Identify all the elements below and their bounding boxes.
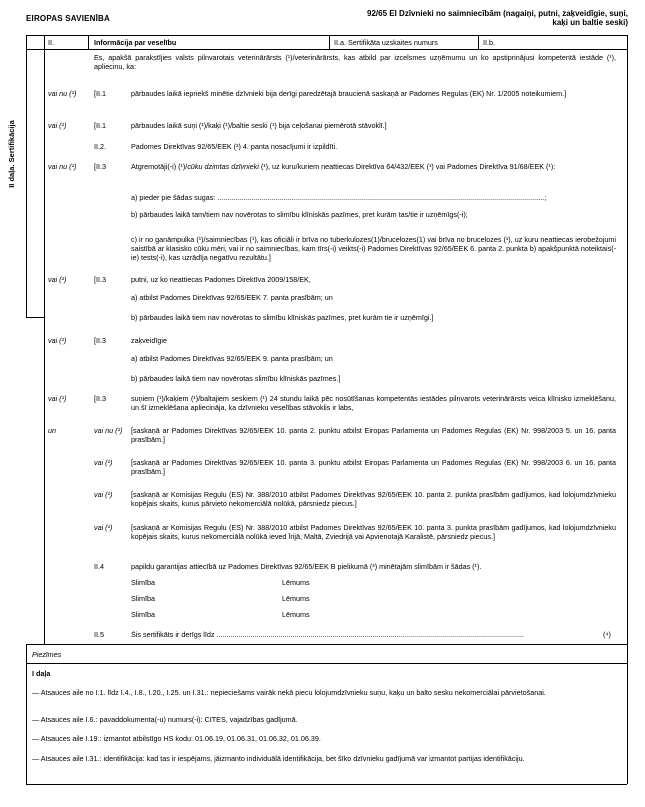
sub-item-a: a) atbilst Padomes Direktīvas 92/65/EEK 9. panta prasībām; un	[131, 354, 333, 363]
decision-label: Lēmums	[282, 610, 310, 619]
notes-left-border	[26, 644, 27, 784]
row-prefix: vai nu (¹)	[48, 162, 77, 171]
row-text: Atgremotāji(-i) (¹)/cūku dzimtas dzīvnieki (¹), uz kuru/kuriem neattiecas Direktīva 64/432/EEK (¹) vai Padomes Direktīva 91/68/EEK (¹):	[131, 162, 556, 171]
sub-item-a: a) atbilst Padomes Direktīvas 92/65/EEK 7. panta prasībām; un	[131, 293, 333, 302]
row-number: [II.3	[94, 162, 106, 171]
section-number: II.	[48, 38, 54, 47]
decision-label: Lēmums	[282, 594, 310, 603]
disease-label: Slimība	[131, 610, 155, 619]
row-text: pārbaudes laikā iepriekš minētie dzīvnieki bija derīgi paredzētajā braucienā saskaņā ar Padomes Regulas (EK) Nr. 1/2005 noteikumiem.]	[131, 89, 567, 98]
row-prefix: vai (¹)	[94, 490, 113, 499]
field-iib-label: II.b.	[483, 38, 495, 47]
notes-title-rule	[26, 663, 627, 664]
header-col-rule-1	[88, 35, 89, 49]
row-text: pārbaudes laikā suņi (¹)/kaķi (¹)/baltie seski (¹) bija ceļošanai piemērotā stāvoklī.]	[131, 121, 387, 130]
header-row-rule	[26, 49, 627, 50]
disease-label: Slimība	[131, 578, 155, 587]
sub-item-b: b) pārbaudes laikā tiem nav novērotas slimību klīniskās pazīmes.]	[131, 374, 341, 383]
row-number: [II.1	[94, 89, 106, 98]
row-number: [II.3	[94, 336, 106, 345]
row-text: [saskaņā ar Padomes Direktīvas 92/65/EEK 10. panta 3. punktu atbilst Eiropas Parlamenta un Padomes Regulas (EK) Nr. 998/2003 6. un 16. panta prasībām.]	[131, 458, 616, 476]
header-col-rule-3	[478, 35, 479, 49]
side-column-rule	[44, 35, 45, 644]
note-item: — Atsauces aile I.31.: identifikācija: kad tas ir iespējams, jāizmanto individuālā identifikācija, bet šīko dzīvnieku gadījumā var izmantot partijas identifikāciju.	[32, 754, 525, 763]
side-label: II daļa. Sertifikācija	[7, 120, 16, 188]
side-bottom-rule	[26, 317, 44, 318]
row-prefix: vai (¹)	[94, 523, 113, 532]
row-number: [II.3	[94, 394, 106, 403]
row-prefix: vai (¹)	[94, 458, 113, 467]
note-item: — Atsauces aile I.19.: izmantot atbilstīgo HS kodu: 01.06.19, 01.06.31, 01.06.32, 01.06.39.	[32, 734, 321, 743]
top-rule	[26, 35, 627, 36]
row-prefix: vai (¹)	[48, 121, 67, 130]
table-bottom-rule	[26, 644, 627, 645]
decision-label: Lēmums	[282, 578, 310, 587]
row-text: [saskaņā ar Padomes Direktīvas 92/65/EEK 10. panta 2. punktu atbilst Eiropas Parlamenta un Padomes Regulas (EK) Nr. 998/2003 5. un 16. panta prasībām.]	[131, 426, 616, 444]
validity-line: Šis sertifikāts ir derīgs līdz ..........................................................................................................................................................	[131, 631, 524, 639]
right-border	[627, 35, 628, 644]
row-prefix: vai (¹)	[48, 275, 67, 284]
notes-title: Piezīmes	[32, 650, 62, 659]
row-prefix: vai nu (¹)	[48, 89, 77, 98]
row-text: putni, uz ko neattiecas Padomes Direktīva 2009/158/EK,	[131, 275, 311, 284]
header-col-rule-2	[329, 35, 330, 49]
disease-label: Slimība	[131, 594, 155, 603]
notes-part-title: I daļa	[32, 669, 51, 678]
sub-item-b: b) pārbaudes laikā tam/tiem nav novērotas to slimību klīniskās pazīmes, pret kurām tas/tie ir uzņēmīgs(-i);	[131, 210, 468, 219]
row-prefix: vai (¹)	[48, 336, 67, 345]
note-item: — Atsauces aile no I.1. līdz I.4., I.8., I.20., I.25. un I.31.: nepieciešams vairāk nekā piecu lolojumdzīvnieku suņu, kaķu un balto sesku nekomerciālai pārvietošanai.	[32, 688, 546, 697]
row-text: papildu garantijas attiecībā uz Padomes Direktīvas 92/65/EEK B pielikumā (³) minētajām slimībām ir šādas (¹).	[131, 562, 482, 571]
un-label: un	[48, 426, 56, 435]
sub-item-b: b) pārbaudes laikā tiem nav novērotas to slimību klīniskās pazīmes, pret kurām tie ir uzņēmīgi.]	[131, 313, 434, 322]
row-text: suņiem (¹)/kaķiem (¹)/baltajiem seskiem (¹) 24 stundu laikā pēc nosūtīšanas kompetentās iestādes pilnvarots veterinārārsts veica klīnisko izmeklēšanu, un šī izmeklēšana apliecināja, ka dzīvnieku veselības stāvoklis ir labs,	[131, 394, 616, 412]
sub-item-c: c) ir no ganāmpulka (¹)/saimniecības (¹), kas oficiāli ir brīva no tuberkulozes(1)/brucelozes(1) vai brīva no brucelozes (¹), uz kuru neattiecas ierobežojumi saistībā ar klasisko cūku mēri, vai ir no saimniecības, kam tīrs(-i) veikts(-i) Padomes Direktīvas 92/65/EEK 6. panta 2. punkta b) apakšpunktā noteiktais(-ie) tests(-i), kas uzrādīja negatīvu rezultātu.]	[131, 235, 616, 262]
row-number: II.4	[94, 562, 104, 571]
row-prefix: vai (¹)	[48, 394, 67, 403]
intro-text: Es, apakšā parakstījies valsts pilnvarotais veterinārārsts (¹)/veterinārārsts, kas atbild par izcelsmes uzņēmumu un ko apstiprinājusi kompetentā iestāde (¹), apliecinu, ka:	[94, 53, 616, 71]
row-number: [II.3	[94, 275, 106, 284]
row-number: II.5	[94, 630, 104, 639]
sub-item-a: a) pieder pie šādas sugas: ....................................................................................................................................................................;	[131, 193, 547, 202]
row-text: [saskaņā ar Komisijas Regulu (ES) Nr. 388/2010 atbilst Padomes Direktīvas 92/65/EEK 10. panta 2. punkta prasībām gadījumos, kad lolojumdzīvnieku kopējais skaits, kurus pārvieto nekomerciālā nolūkā, pārsniedz piecus.]	[131, 490, 616, 508]
cert-ref-label: II.a. Sertifikāta uzskaites numurs	[334, 38, 438, 47]
footnote-ref: (⁴)	[603, 630, 611, 639]
row-text: zaķveidīgie	[131, 336, 167, 345]
note-item: — Atsauces aile I.6.: pavaddokumenta(-u) numurs(-i): CITES, vajadzības gadījumā.	[32, 715, 298, 724]
row-prefix: vai nu (¹)	[94, 426, 123, 435]
row-text: [saskaņā ar Komisijas Regulu (ES) Nr. 388/2010 atbilst Padomes Direktīvas 92/65/EEK 10. panta 3. punkta prasībām gadījumos, kad lolojumdzīvnieku kopējais skaits, kurus nekomerciālā nolūkā ieved Īrijā, Maltā, Zviedrijā vai Apvienotajā Karalistē, pārsniedz piecus.]	[131, 523, 616, 541]
notes-right-border	[627, 644, 628, 784]
eu-header: EIROPAS SAVIENĪBA	[26, 14, 111, 23]
row-number: II.2.	[94, 142, 106, 151]
notes-bottom-rule	[26, 784, 627, 785]
left-border	[26, 35, 27, 317]
row-number: [II.1	[94, 121, 106, 130]
section-title: Informācija par veselību	[94, 38, 177, 47]
certificate-title: 92/65 EI Dzīvnieki no saimniecībām (nagaiņi, putni, zaķveidīgie, suņi, kaķi un baltie seski)	[367, 9, 628, 28]
row-text: Padomes Direktīvas 92/65/EEK (²) 4. panta nosacījumi ir izpildīti.	[131, 142, 338, 151]
